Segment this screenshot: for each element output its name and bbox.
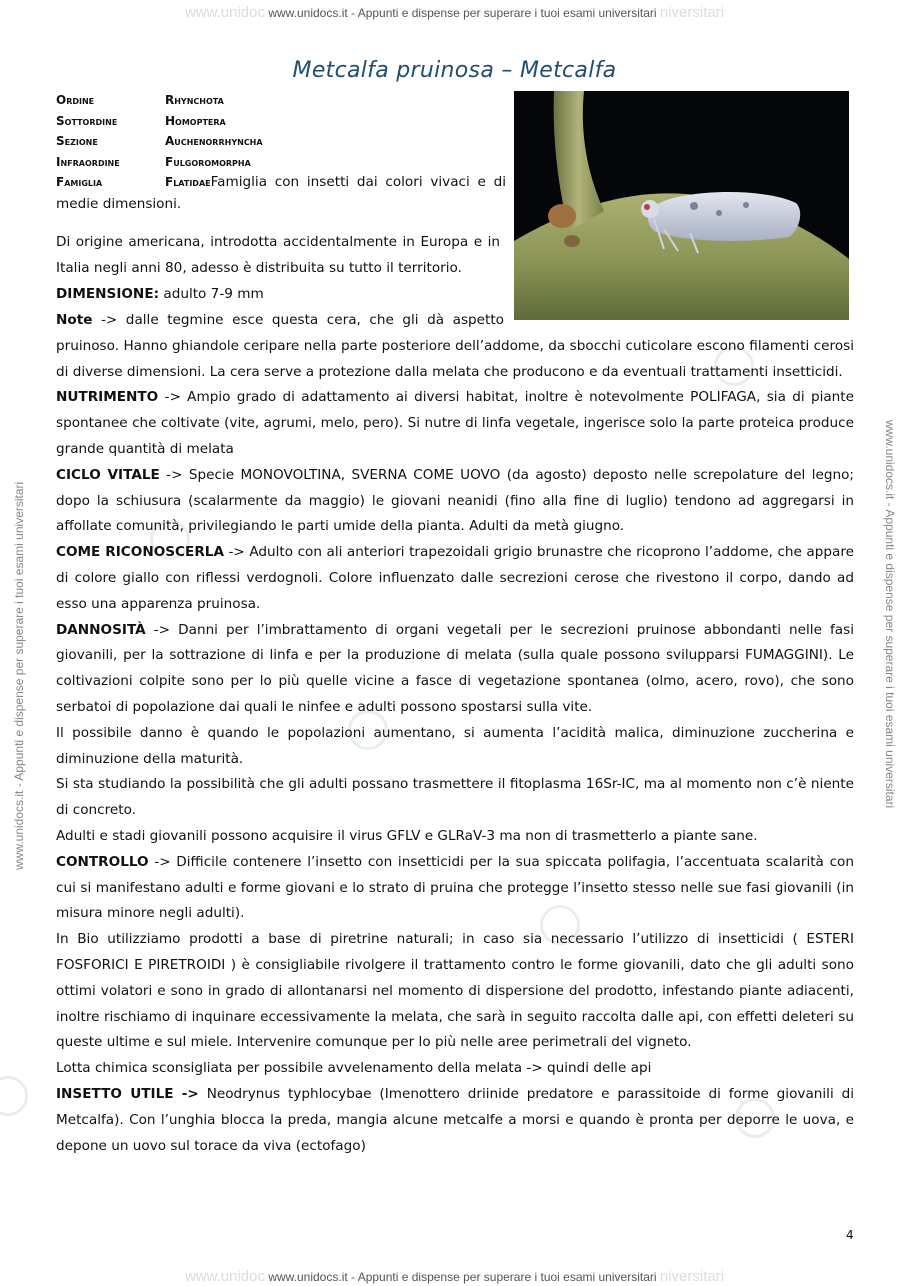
- taxonomy-label: Sezione: [56, 134, 98, 148]
- watermark-header: [0, 4, 909, 21]
- taxonomy-label: Sottordine: [56, 113, 118, 128]
- paragraph-body: -> dalle tegmine esce questa cera, che gli dà aspetto pruinoso. Hanno ghiandole ceripare nella parte posteriore dell’addome, da sbocchi cuticolare escono filamenti cerosi di diverse dimensioni. La cera serve a protezione dalla melata che producono e da eventuali trattamenti insetticidi.: [56, 312, 854, 380]
- page-number: 4: [846, 1228, 854, 1242]
- paragraph-nutrimento: [56, 385, 854, 462]
- watermark-side-right: www.unidocs.it - Appunti e dispense per superare i tuoi esami universitari: [883, 420, 897, 809]
- paragraph-bio: In Bio utilizziamo prodotti a base di piretrine naturali; in caso sia necessario l’utilizzo di insetticidi ( ESTERI FOSFORICI E PIRETROIDI ) è consigliabile rivolgere il trattamento contro le forme giovanili, dato che gli adulti sono ottimi volatori e sono in grado di allontanarsi nel momento di dispersione del prodotto, infestando piante adiacenti, inoltre rischiamo di inquinare eccessivamente la melata, che sarà in seguito raccolta dalle api, con effetti deleteri su queste ultime e sul miele. Intervenire comunque per lo più nelle aree perimetrali del vigneto.: [56, 931, 854, 1051]
- paragraph-controllo: [56, 850, 854, 927]
- paragraph-body: -> Specie MONOVOLTINA, SVERNA COME UOVO (da agosto) deposto nelle screpolature del legno; dopo la schiusura (scalarmente da maggio) le giovani neanidi (fino alla fine di luglio) tendono ad aggregarsi in affollate comunità, privilegiando le parti umide della pianta. Adulti da metà giugno.: [56, 466, 854, 535]
- paragraph-body: adulto 7-9 mm: [159, 286, 264, 302]
- paragraph-key: Note: [56, 312, 93, 328]
- paragraph-body: -> Difficile contenere l’insetto con insetticidi per la sua spiccata polifagia, l’accentuata scalarità con cui si manifestano adulti e forme giovani e lo strato di pruina che protegge l’insetto stesso nelle sue fasi giovanili (in misura minore negli adulti).: [56, 853, 854, 922]
- watermark-footer: [0, 1268, 909, 1285]
- paragraph-key: CONTROLLO: [56, 853, 149, 870]
- taxonomy-label: Famiglia: [56, 175, 103, 189]
- paragraph-dannosita: [56, 618, 854, 721]
- taxonomy-value: Homoptera: [165, 113, 226, 128]
- watermark-side-left: www.unidocs.it - Appunti e dispense per superare i tuoi esami universitari: [12, 481, 26, 870]
- paragraph-virus: Adulti e stadi giovanili possono acquisire il virus GFLV e GLRaV-3 ma non di trasmetterlo a piante sane.: [56, 827, 758, 844]
- watermark-ghost-right: niversitari: [659, 4, 725, 21]
- paragraph-key: NUTRIMENTO: [56, 389, 159, 406]
- taxonomy-row: [56, 131, 506, 152]
- watermark-footer-text: www.unidocs.it - Appunti e dispense per superare i tuoi esami universitari: [268, 1270, 657, 1284]
- paragraph-dimensione: [56, 282, 500, 308]
- taxonomy-value: Rhynchota: [165, 93, 224, 107]
- taxonomy-table: [56, 90, 506, 215]
- watermark-header-text: www.unidocs.it - Appunti e dispense per superare i tuoi esami universitari: [268, 6, 657, 20]
- paragraph-fitoplasma: Si sta studiando la possibilità che gli adulti possano trasmettere il fitoplasma 16Sr-IC, ma al momento non c’è niente di concreto.: [56, 776, 854, 819]
- paragraph-body: Neodrynus typhlocybae (Imenottero driinide predatore e parassitoide di forme giovanili di Metcalfa). Con l’unghia blocca la preda, mangia alcune metcalfe a morsi e quando è pronta per deporre le uova, e depone un uovo sul torace da viva (ectofago): [56, 1085, 854, 1154]
- taxonomy-label: Ordine: [56, 93, 95, 107]
- watermark-ghost-left: www.unidoc: [184, 4, 265, 21]
- taxonomy-value: Auchenorrhyncha: [165, 134, 263, 148]
- paragraph-body: -> Adulto con ali anteriori trapezoidali grigio brunastre che ricoprono l’addome, che appare di colore giallo con riflessi verdognoli. Colore influenzato dalle secrezioni cerose che rivestono il corpo, dando ad esso una apparenza pruinosa.: [56, 544, 855, 612]
- insect-photo: [514, 91, 849, 320]
- paragraph-text: Di origine americana, introdotta accidentalmente in Europa e in Italia negli anni 80, adesso è distribuita su tutto il territorio.: [56, 234, 500, 276]
- watermark-ghost-right: niversitari: [659, 1268, 725, 1285]
- paragraph-text: [56, 282, 500, 308]
- taxonomy-value: Fulgoromorpha: [165, 154, 251, 169]
- taxonomy-row: [56, 90, 506, 111]
- paragraph-body: -> Danni per l’imbrattamento di organi vegetali per le secrezioni pruinose abbondanti nelle fasi giovanili, per la sottrazione di linfa e per la produzione di melata (sulla quale possono svilupparsi FUMAGGINI). Le coltivazioni colpite sono per lo più quelle vicine a fasce di vegetazione spontanea (olmo, acero, rovo), che sono serbatoi di popolazione dai quali le ninfee e adulti possono spostarsi sulla vite.: [56, 621, 854, 715]
- taxonomy-value: Flatidae: [165, 175, 211, 189]
- photo-wrap-spacer: [504, 308, 854, 322]
- paragraph-key: CICLO VITALE: [56, 466, 160, 483]
- watermark-logo-icon: [0, 1076, 28, 1116]
- paragraph-come-riconoscerla: [56, 540, 854, 617]
- watermark-ghost-left: www.unidoc: [184, 1268, 265, 1285]
- paragraph-ciclo-vitale: [56, 463, 854, 540]
- paragraph-body: -> Ampio grado di adattamento ai diversi habitat, inoltre è notevolmente POLIFAGA, sia di piante spontanee che coltivate (vite, agrumi, melo, pero). Si nutre di linfa vegetale, ingerisce solo la parte proteica produce grande quantità di melata: [56, 389, 854, 457]
- taxonomy-row: [56, 152, 506, 173]
- paragraph-lotta-chimica: Lotta chimica sconsigliata per possibile avvelenamento della melata -> quindi delle api: [56, 1060, 652, 1077]
- taxonomy-label: Infraordine: [56, 154, 120, 169]
- taxonomy-row: [56, 172, 506, 215]
- paragraph-key: DIMENSIONE:: [56, 286, 160, 302]
- paragraph-key: DANNOSITÀ: [56, 621, 146, 638]
- paragraph-insetto-utile: [56, 1082, 854, 1159]
- paragraph-danno: Il possibile danno è quando le popolazioni aumentano, si aumenta l’acidità malica, diminuzione zuccherina e diminuzione della maturità.: [56, 724, 854, 767]
- main-body: [56, 308, 854, 1159]
- paragraph-origin: [56, 230, 500, 282]
- taxonomy-note: Famiglia con insetti dai colori vivaci e di medie dimensioni.: [56, 174, 506, 212]
- page-title: Metcalfa pruinosa – Metcalfa: [292, 58, 617, 83]
- paragraph-key: COME RICONOSCERLA: [56, 544, 224, 561]
- taxonomy-row: [56, 111, 506, 132]
- paragraph-key: INSETTO UTILE ->: [56, 1085, 199, 1102]
